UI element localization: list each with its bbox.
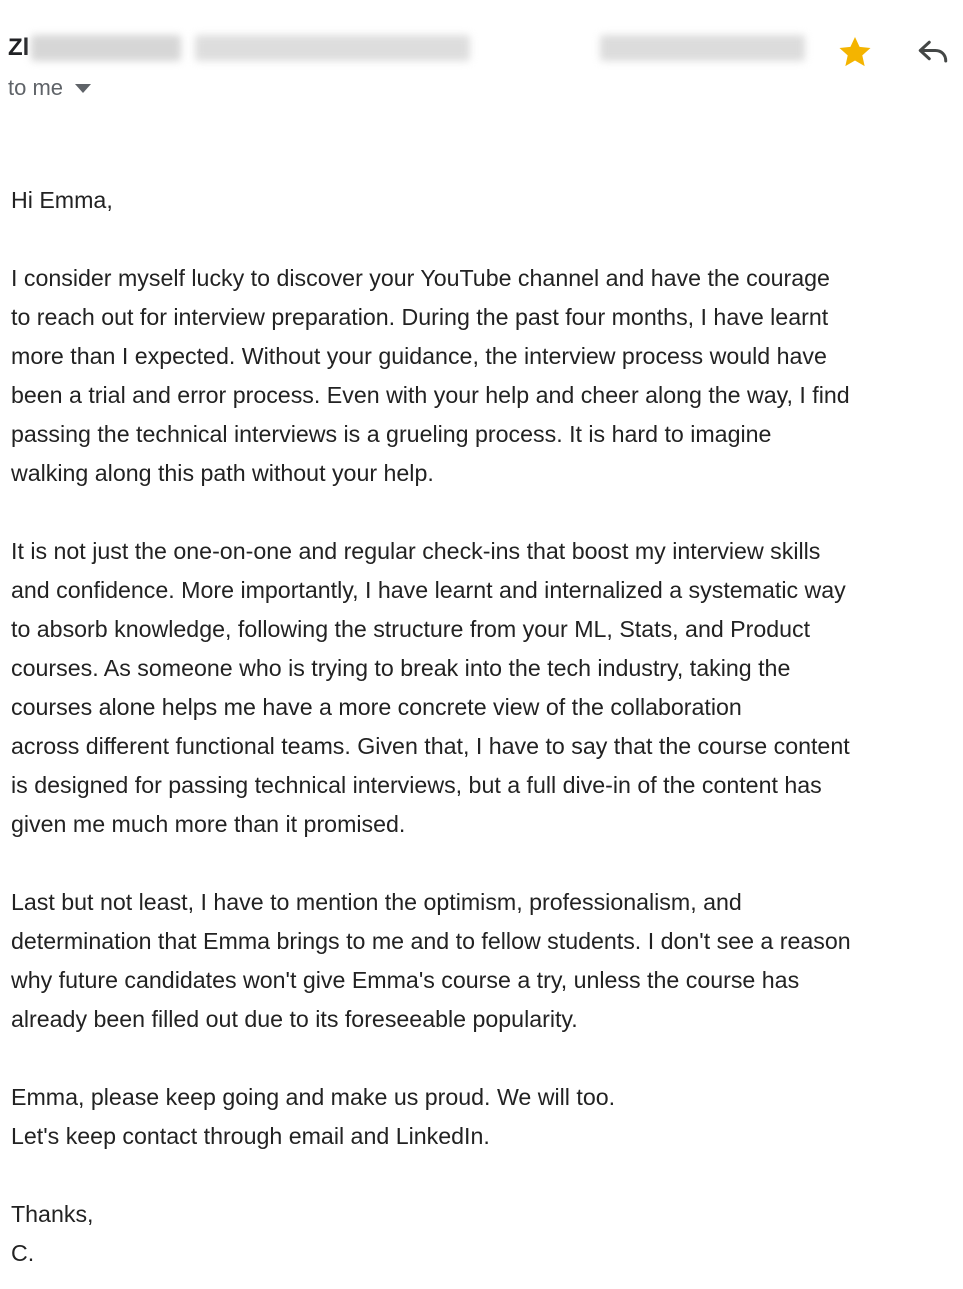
sender-row (8, 30, 470, 66)
redacted-sender-email (195, 35, 470, 61)
signature: C. (11, 1240, 35, 1266)
signoff: Thanks, (11, 1201, 94, 1227)
message-paragraph: I consider myself lucky to discover your YouTube channel and have the courage to reach out for interview preparation. During the past four months, I have learnt more than I expected. Without your guidance, the interview process would have been a trial and error process. Even with your help and cheer along the way, I find passing the technical interviews is a grueling process. It is hard to imagine walking along this path without your help. (11, 265, 850, 486)
paragraph-spacer (11, 493, 961, 532)
recipient-label: to me (8, 75, 64, 100)
greeting: Hi Emma, (11, 187, 113, 213)
paragraph-spacer (11, 1156, 961, 1195)
reply-icon[interactable] (913, 34, 953, 70)
recipient-details-toggle[interactable] (8, 72, 93, 104)
message-paragraph: Emma, please keep going and make us proud. We will too. Let's keep contact through email and LinkedIn. (11, 1084, 616, 1149)
message-paragraph: Last but not least, I have to mention the optimism, professionalism, and determination that Emma brings to me and to fellow students. I don't see a reason why future candidates won't give Emma's course a try, unless the course has already been filled out due to its foreseeable popularity. (11, 889, 851, 1032)
paragraph-spacer (11, 844, 961, 883)
redacted-sender-name (31, 35, 181, 61)
message-paragraph: It is not just the one-on-one and regular check-ins that boost my interview skills and confidence. More importantly, I have learnt and internalized a systematic way to absorb knowledge, following the structure from your ML, Stats, and Product courses. As someone who is trying to break into the tech industry, taking the courses alone helps me have a more concrete view of the collaboration across different functional teams. Given that, I have to say that the course content is designed for passing technical interviews, but a full dive-in of the content has given me much more than it promised. (11, 538, 850, 837)
caret-down-icon[interactable] (73, 81, 93, 95)
paragraph-spacer (11, 1039, 961, 1078)
message-body (11, 181, 961, 1273)
redacted-date (600, 35, 805, 61)
sender-name[interactable]: Zl (8, 34, 30, 61)
star-icon[interactable] (836, 33, 874, 71)
paragraph-spacer (11, 220, 961, 259)
email-header (0, 0, 963, 110)
